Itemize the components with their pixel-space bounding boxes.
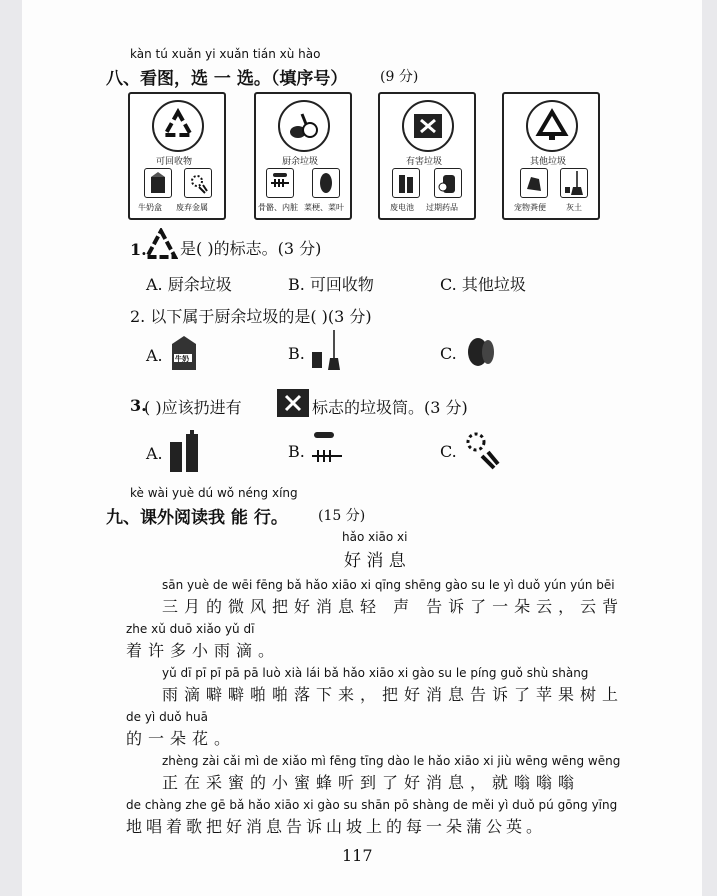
- line-pinyin: de chàng zhe gē bǎ hǎo xiāo xi gào su shān pō shàng de měi yì duǒ pú gōng yīng: [126, 798, 618, 812]
- q2-option-c[interactable]: C.: [440, 344, 457, 363]
- broom-icon: [560, 168, 588, 198]
- q3-option-c[interactable]: C.: [440, 442, 457, 461]
- bin-item-label: 骨骼、内脏: [258, 203, 298, 212]
- story-title-pinyin: hǎo xiāo xi: [342, 530, 408, 544]
- worksheet-page: [22, 0, 702, 896]
- story-line: 雨滴噼噼啪啪落下来，把好消息告诉了苹果树上: [162, 685, 625, 704]
- recyclable-bin-panel: [128, 92, 226, 220]
- section9-score: (15 分): [318, 508, 366, 524]
- story-line: 地唱着歌把好消息告诉山坡上的每一朵蒲公英。: [126, 817, 547, 836]
- q3-option-a[interactable]: A.: [146, 444, 163, 463]
- milk-carton-icon: [144, 168, 172, 198]
- question-3-number: 3.: [130, 396, 147, 415]
- hazardous-symbol-icon: [276, 388, 310, 418]
- story-line: 着许多小雨滴。: [126, 641, 281, 660]
- bin-label: 可回收物: [156, 157, 193, 167]
- question-3-text-before: ( )应该扔进有: [144, 398, 242, 417]
- page-number: 117: [342, 846, 373, 865]
- other-waste-bin-panel: [502, 92, 600, 220]
- question-3-text-after: 标志的垃圾筒。(3 分): [312, 398, 468, 417]
- q1-option-c[interactable]: C. 其他垃圾: [440, 275, 526, 294]
- other-waste-icon: [526, 100, 578, 152]
- bin-item-label: 废弃金属: [176, 203, 208, 212]
- bin-item-label: 废电池: [390, 203, 414, 212]
- fishbone-icon: [266, 168, 294, 198]
- line-pinyin: yǔ dī pī pī pā pā luò xià lái bǎ hǎo xiāo xi gào su le píng guǒ shù shàng: [162, 666, 589, 680]
- pet-icon: [520, 168, 548, 198]
- bin-label: 其他垃圾: [530, 157, 567, 167]
- fishbone-icon: [308, 426, 348, 470]
- q1-option-a[interactable]: A. 厨余垃圾: [146, 275, 232, 294]
- q3-option-b[interactable]: B.: [288, 442, 305, 461]
- question-1-number: 1.: [130, 240, 147, 259]
- recycle-symbol-icon: [144, 228, 178, 260]
- q2-option-a[interactable]: A.: [146, 346, 163, 365]
- section8-pinyin: kàn tú xuǎn yi xuǎn tián xù hào: [130, 47, 321, 61]
- question-1-text: 是( )的标志。(3 分): [180, 239, 322, 258]
- bin-item-label: 宠物粪便: [514, 203, 546, 212]
- cabbage-icon: [462, 330, 502, 370]
- recycle-icon: [152, 100, 204, 152]
- story-line: 正在采蜜的小蜜蜂听到了好消息，就嗡嗡嗡: [162, 773, 581, 792]
- line-pinyin: sān yuè de wēi fēng bǎ hǎo xiāo xi qīng shēng gào su le yì duǒ yún yún bēi: [162, 578, 615, 592]
- battery-icon: [392, 168, 420, 198]
- bin-item-label: 灰土: [566, 203, 582, 212]
- dustpan-broom-icon: [308, 328, 348, 372]
- section8-title: 八、看图，选 一 选。（填序号）: [106, 69, 348, 89]
- section9-title: 九、课外阅读我 能 行。: [106, 508, 288, 528]
- medicine-icon: [434, 168, 462, 198]
- milk-carton-icon: [168, 332, 200, 372]
- line-pinyin: zhèng zài cǎi mì de xiǎo mì fēng tīng dào le hǎo xiāo xi jiù wēng wēng wēng: [162, 754, 621, 768]
- food-waste-icon: [278, 100, 330, 152]
- line-pinyin: de yì duǒ huā: [126, 710, 209, 724]
- hazardous-icon: [402, 100, 454, 152]
- story-line: 三月的微风把好消息轻 声 告诉了一朵云，云背: [162, 597, 625, 616]
- hazardous-bin-panel: [378, 92, 476, 220]
- batteries-icon: [168, 428, 202, 474]
- bin-label: 厨余垃圾: [282, 157, 319, 167]
- scrap-metal-icon: [184, 168, 212, 198]
- milk-text: 牛奶: [175, 355, 189, 363]
- q2-option-b[interactable]: B.: [288, 344, 305, 363]
- vegetable-icon: [312, 168, 340, 198]
- story-title: 好 消 息: [344, 551, 406, 571]
- bin-item-label: 过期药品: [426, 203, 458, 212]
- section8-score: (9 分): [380, 69, 419, 85]
- q1-option-b[interactable]: B. 可回收物: [288, 275, 374, 294]
- line-pinyin: zhe xǔ duō xiǎo yǔ dī: [126, 622, 255, 636]
- scrap-metal-icon: [460, 426, 504, 472]
- story-line: 的一朵花。: [126, 729, 237, 748]
- question-2-text: 2. 以下属于厨余垃圾的是( )(3 分): [130, 307, 372, 326]
- bin-item-label: 菜梗、菜叶: [304, 203, 344, 212]
- kitchen-waste-bin-panel: [254, 92, 352, 220]
- section9-pinyin: kè wài yuè dú wǒ néng xíng: [130, 486, 298, 500]
- bin-label: 有害垃圾: [406, 157, 443, 167]
- bin-item-label: 牛奶盒: [138, 203, 162, 212]
